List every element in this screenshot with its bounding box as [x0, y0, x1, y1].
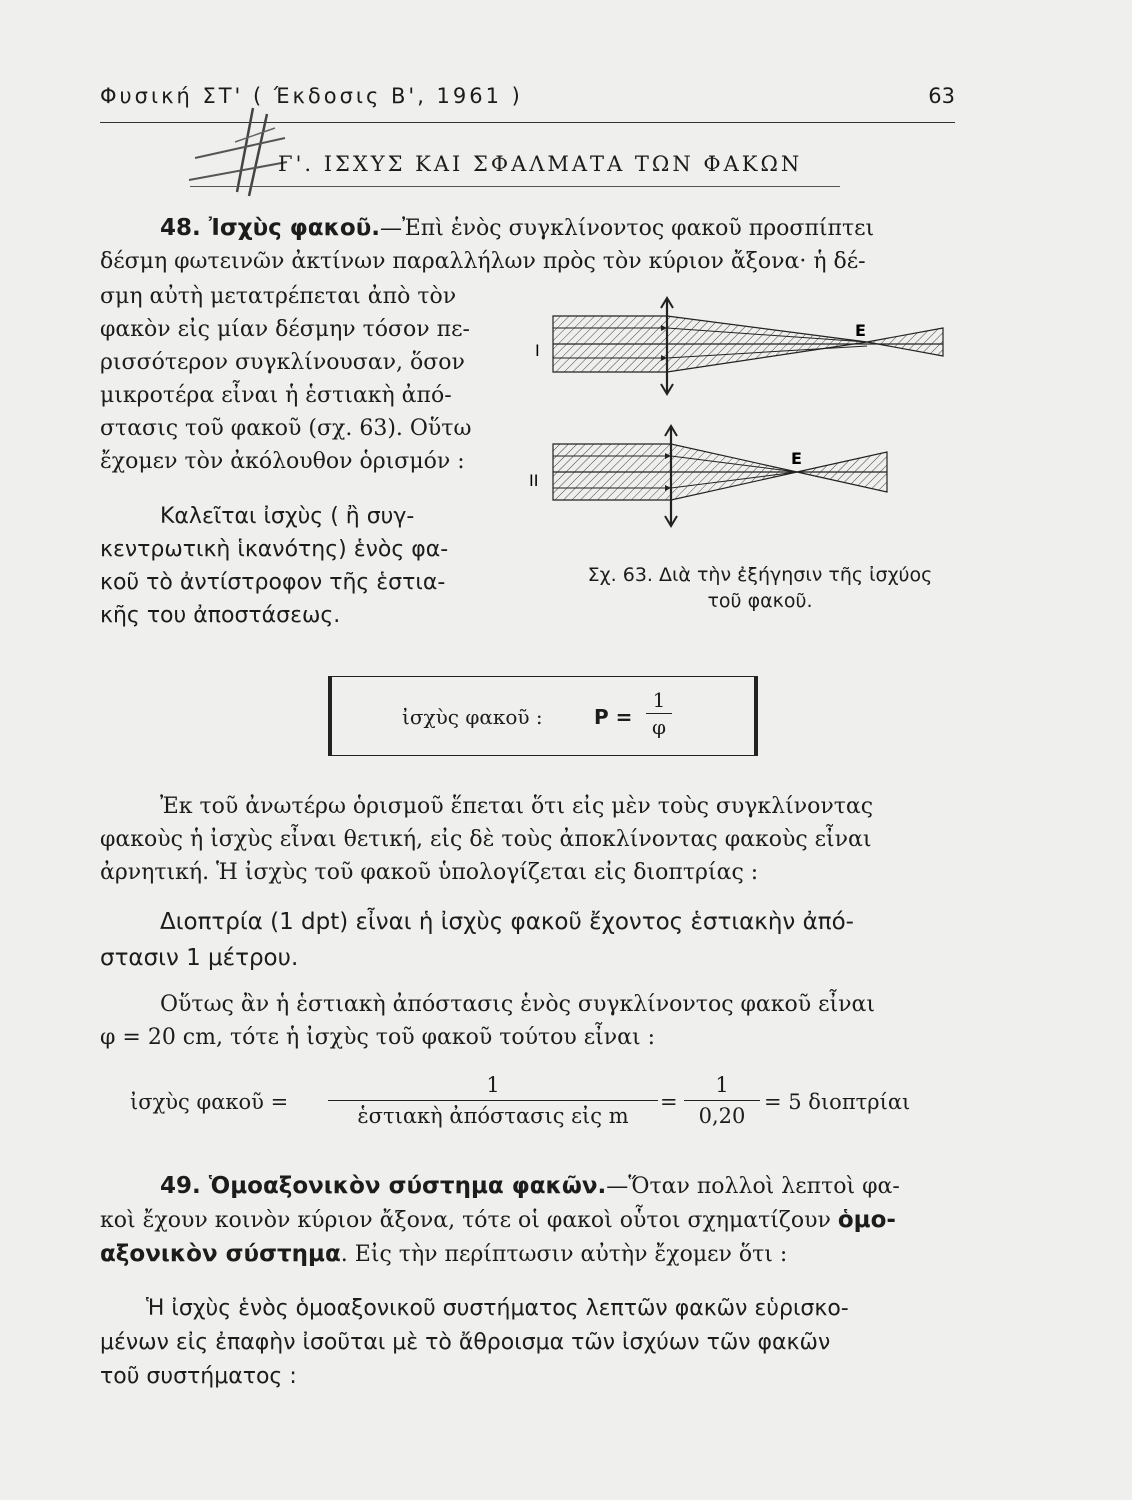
equation-fraction-2: [684, 1070, 760, 1131]
p49-line2-text: κοὶ ἔχουν κοινὸν κύριον ἄξονα, τότε οἱ φακοὶ οὗτοι σχηματίζουν: [100, 1208, 838, 1233]
diagram-i-label: Ι: [535, 341, 540, 360]
page-number: 63: [928, 84, 955, 108]
equation-numerator-1: 1: [328, 1070, 658, 1101]
running-title: Φυσική ΣΤ' ( Έκδοσις Β', 1961 ): [100, 84, 523, 108]
diopter-definition: [100, 904, 980, 976]
rule-line: Ἡ ἰσχὺς ἑνὸς ὁμοαξονικοῦ συστήματος λεπτῶν φακῶν εὑρισκο-: [146, 1296, 849, 1321]
p49-line3-text: . Εἰς τὴν περίπτωσιν αὐτὴν ἔχομεν ὅτι :: [340, 1242, 788, 1267]
caption-line: Σχ. 63. Διὰ τὴν ἐξήγησιν τῆς ἰσχύος: [587, 564, 933, 586]
p48-line1-text: —Ἐπὶ ἑνὸς συγκλίνοντος φακοῦ προσπίπτει: [380, 216, 875, 241]
diopter-line: Διοπτρία (1 dpt) εἶναι ἡ ἰσχὺς φακοῦ ἔχοντος ἑστιακὴν ἀπό-: [160, 909, 854, 935]
formula-fraction: [646, 687, 672, 740]
body-line: φακοὺς ἡ ἰσχὺς εἶναι θετική, εἰς δὲ τοὺς ἀποκλίνοντας φακοὺς εἶναι: [100, 827, 872, 852]
equation-equals: =: [660, 1090, 678, 1114]
equation-result: = 5 διοπτρίαι: [764, 1090, 911, 1114]
p48-text-line: στασις τοῦ φακοῦ (σχ. 63). Οὕτω: [100, 416, 472, 441]
diagram-ii: [529, 426, 887, 526]
section-title: Γ'. ΙΣΧΥΣ ΚΑΙ ΣΦΑΛΜΑΤΑ ΤΩΝ ΦΑΚΩΝ: [278, 152, 803, 176]
equation-denominator-1: ἑστιακὴ ἀπόστασις εἰς m: [357, 1104, 629, 1128]
formula-label: ἰσχὺς φακοῦ :: [402, 705, 543, 729]
figure-caption: [540, 562, 980, 614]
equation-denominator-2: 0,20: [698, 1104, 746, 1128]
power-formula-box: [328, 676, 758, 756]
p49-line2: [100, 1204, 896, 1237]
p48-wrapped-text: [100, 280, 520, 478]
p48-text-line: ἔχομεν τὸν ἀκόλουθον ὁρισμόν :: [100, 449, 465, 474]
p49-term-part2: αξονικὸν σύστημα: [100, 1241, 341, 1267]
p48-text-line: ρισσότερον συγκλίνουσαν, ὅσον: [100, 350, 465, 375]
focus-label-i: Ε: [855, 321, 866, 340]
system-power-rule: [100, 1292, 980, 1394]
equation-fraction-1: [328, 1070, 658, 1131]
definition-line: κοῦ τὸ ἀντίστροφον τῆς ἑστια-: [100, 570, 446, 595]
formula-denominator: φ: [652, 715, 667, 739]
p48-text-line: σμη αὐτὴ μετατρέπεται ἀπὸ τὸν: [100, 284, 457, 309]
p49-line3: [100, 1238, 787, 1271]
p49-line1-text: —Ὅταν πολλοὶ λεπτοὶ φα-: [606, 1174, 900, 1199]
p48-text-line: μικροτέρα εἶναι ἡ ἑστιακὴ ἀπό-: [100, 383, 452, 408]
rule-line: τοῦ συστήματος :: [100, 1364, 297, 1389]
formula-numerator: 1: [646, 687, 672, 714]
pencil-scribble: [175, 100, 295, 200]
body-line: Ἐκ τοῦ ἀνωτέρω ὁρισμοῦ ἕπεται ὅτι εἰς μὲν τοὺς συγκλίνοντας: [160, 794, 874, 819]
rule-line: μένων εἰς ἐπαφὴν ἰσοῦται μὲ τὸ ἄθροισμα τῶν ἰσχύων τῶν φακῶν: [100, 1330, 831, 1355]
definition-line: κεντρωτικὴ ἱκανότης) ἑνὸς φα-: [100, 537, 449, 562]
p49-term-part1: ὁμο-: [837, 1207, 896, 1233]
focus-label-ii: Ε: [791, 449, 802, 468]
section-divider: [190, 186, 840, 187]
definition-line: Καλεῖται ἰσχὺς ( ἢ συγ-: [160, 504, 415, 529]
example-line: φ = 20 cm, τότε ἡ ἰσχὺς τοῦ φακοῦ τούτου εἶναι :: [100, 1025, 656, 1050]
caption-line: τοῦ φακοῦ.: [707, 590, 813, 612]
p49-heading: 49. Ὁμοαξονικὸν σύστημα φακῶν.: [160, 1173, 607, 1199]
p48-line1: [160, 212, 874, 245]
equation-lhs: ἰσχὺς φακοῦ =: [130, 1090, 289, 1114]
equation-numerator-2: 1: [684, 1070, 760, 1101]
p48-line2: δέσμη φωτεινῶν ἀκτίνων παραλλήλων πρὸς τὸν κύριον ἄξονα· ἡ δέ-: [100, 249, 866, 274]
body-line: ἀρνητική. Ἡ ἰσχὺς τοῦ φακοῦ ὑπολογίζεται εἰς διοπτρίας :: [100, 860, 759, 885]
signs-paragraph: [100, 790, 980, 889]
power-definition: [100, 500, 530, 632]
power-equation: [130, 1066, 960, 1136]
figure-63: [525, 292, 955, 532]
diopter-line: στασιν 1 μέτρου.: [100, 945, 299, 971]
diagram-ii-label: ΙΙ: [529, 471, 539, 490]
p49-line1: [160, 1170, 900, 1203]
definition-line: κῆς του ἀποστάσεως.: [100, 603, 341, 628]
p48-text-line: φακὸν εἰς μίαν δέσμην τόσον πε-: [100, 317, 470, 342]
example-line: Οὕτως ἂν ἡ ἑστιακὴ ἀπόστασις ἑνὸς συγκλίνοντος φακοῦ εἶναι: [160, 992, 876, 1017]
p48-heading: 48. Ἰσχὺς φακοῦ.: [160, 215, 380, 241]
diagram-i: [535, 298, 943, 394]
formula-lhs: P =: [594, 705, 633, 729]
example-paragraph: [100, 988, 980, 1054]
